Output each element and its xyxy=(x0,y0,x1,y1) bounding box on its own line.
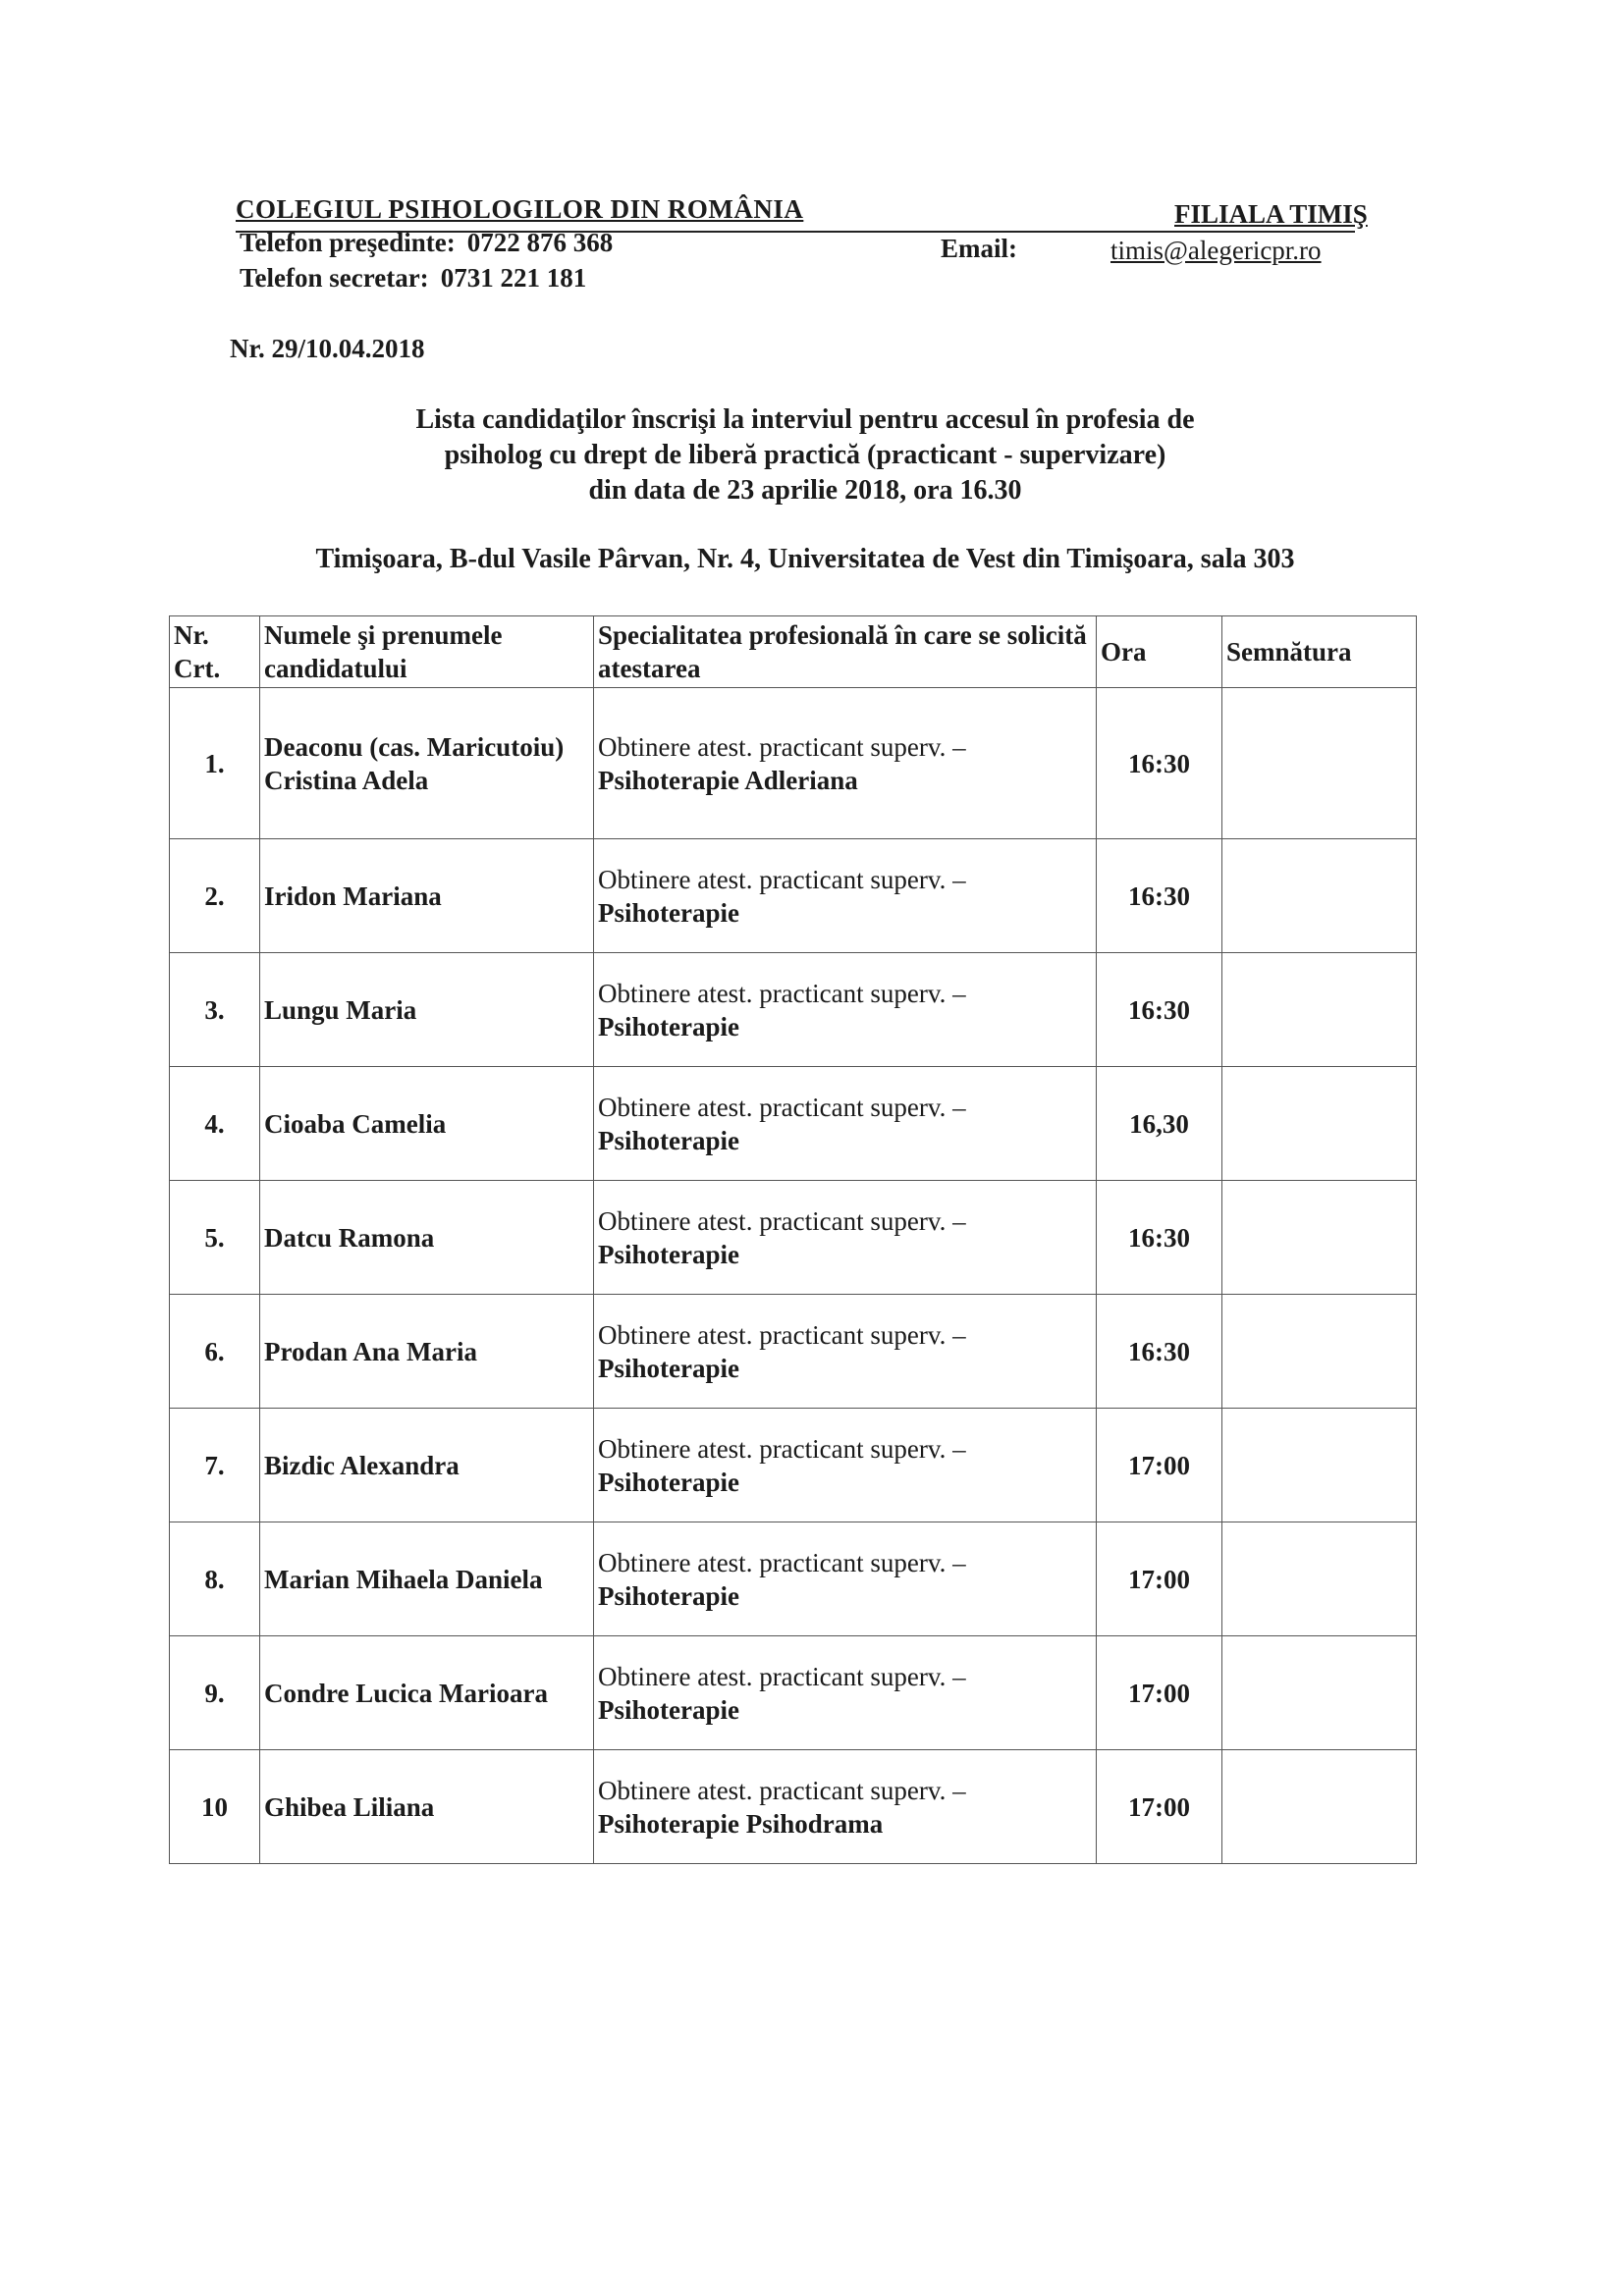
row-signature xyxy=(1222,953,1417,1067)
title-line: din data de 23 aprilie 2018, ora 16.30 xyxy=(588,475,1022,506)
table-row xyxy=(170,688,1417,839)
row-signature xyxy=(1222,1295,1417,1409)
header-specialty: Specialitatea profesională în care se solicită atestarea xyxy=(594,616,1097,688)
row-name: Marian Mihaela Daniela xyxy=(260,1522,594,1636)
specialty-line2: Psihoterapie xyxy=(598,1694,739,1725)
phone-secretary-line xyxy=(240,263,586,294)
email-label: Email: xyxy=(941,234,1017,263)
specialty-line2: Psihoterapie xyxy=(598,897,739,928)
row-signature xyxy=(1222,1181,1417,1295)
row-name: Datcu Ramona xyxy=(260,1181,594,1295)
specialty-line2: Psihoterapie xyxy=(598,1467,739,1497)
specialty-line2: Psihoterapie xyxy=(598,1011,739,1041)
row-name: Bizdic Alexandra xyxy=(260,1409,594,1522)
row-specialty xyxy=(594,688,1097,839)
organization-name: COLEGIUL PSIHOLOGILOR DIN ROMÂNIA xyxy=(236,194,804,224)
table-row xyxy=(170,1522,1417,1636)
row-nr: 5. xyxy=(170,1181,260,1295)
document-number: Nr. 29/10.04.2018 xyxy=(230,334,425,363)
row-nr: 10 xyxy=(170,1750,260,1864)
specialty-line1: Obtinere atest. practicant superv. – xyxy=(598,731,966,762)
interview-location: Timişoara, B-dul Vasile Pârvan, Nr. 4, Universitatea de Vest din Timişoara, sala 303 xyxy=(315,544,1295,574)
row-specialty xyxy=(594,1181,1097,1295)
specialty-line1: Obtinere atest. practicant superv. – xyxy=(598,1547,966,1577)
row-name: Cioaba Camelia xyxy=(260,1067,594,1181)
branch-name: FILIALA TIMIŞ xyxy=(1174,199,1368,229)
specialty-line2: Psihoterapie xyxy=(598,1353,739,1383)
specialty-line1: Obtinere atest. practicant superv. – xyxy=(598,1661,966,1691)
specialty-line1: Obtinere atest. practicant superv. – xyxy=(598,1092,966,1122)
row-name: Deaconu (cas. Maricutoiu) Cristina Adela xyxy=(260,688,594,839)
phone-president-label: Telefon preşedinte: xyxy=(240,228,456,257)
row-specialty xyxy=(594,1409,1097,1522)
row-time: 16:30 xyxy=(1097,688,1222,839)
specialty-line1: Obtinere atest. practicant superv. – xyxy=(598,978,966,1008)
row-signature xyxy=(1222,1522,1417,1636)
row-signature xyxy=(1222,839,1417,953)
table-row xyxy=(170,1636,1417,1750)
table-row xyxy=(170,1750,1417,1864)
row-name: Lungu Maria xyxy=(260,953,594,1067)
row-signature xyxy=(1222,688,1417,839)
row-time: 16:30 xyxy=(1097,953,1222,1067)
row-signature xyxy=(1222,1750,1417,1864)
row-time: 16:30 xyxy=(1097,1295,1222,1409)
table-row xyxy=(170,1295,1417,1409)
row-specialty xyxy=(594,1522,1097,1636)
specialty-line2: Psihoterapie Psihodrama xyxy=(598,1808,884,1839)
table-header-row xyxy=(170,616,1417,688)
specialty-line1: Obtinere atest. practicant superv. – xyxy=(598,1319,966,1350)
row-signature xyxy=(1222,1409,1417,1522)
title-line: psiholog cu drept de liberă practică (practicant - supervizare) xyxy=(444,440,1166,470)
row-signature xyxy=(1222,1067,1417,1181)
row-time: 17:00 xyxy=(1097,1636,1222,1750)
table-row xyxy=(170,839,1417,953)
table-row xyxy=(170,1409,1417,1522)
table-row xyxy=(170,1067,1417,1181)
row-specialty xyxy=(594,953,1097,1067)
row-nr: 1. xyxy=(170,688,260,839)
row-specialty xyxy=(594,1636,1097,1750)
candidates-table xyxy=(169,615,1417,1864)
phone-president-number: 0722 876 368 xyxy=(466,228,614,257)
phone-president-line xyxy=(240,228,613,258)
row-nr: 7. xyxy=(170,1409,260,1522)
row-nr: 9. xyxy=(170,1636,260,1750)
specialty-line1: Obtinere atest. practicant superv. – xyxy=(598,1775,966,1805)
table-row xyxy=(170,1181,1417,1295)
specialty-line1: Obtinere atest. practicant superv. – xyxy=(598,864,966,894)
specialty-line1: Obtinere atest. practicant superv. – xyxy=(598,1433,966,1464)
row-time: 17:00 xyxy=(1097,1522,1222,1636)
phone-secretary-label: Telefon secretar: xyxy=(240,263,429,293)
row-nr: 6. xyxy=(170,1295,260,1409)
specialty-line2: Psihoterapie xyxy=(598,1580,739,1611)
row-signature xyxy=(1222,1636,1417,1750)
table-row xyxy=(170,953,1417,1067)
row-specialty xyxy=(594,1067,1097,1181)
row-nr: 2. xyxy=(170,839,260,953)
row-nr: 8. xyxy=(170,1522,260,1636)
row-specialty xyxy=(594,1295,1097,1409)
email-link[interactable]: timis@alegericpr.ro xyxy=(1110,236,1322,265)
row-name: Ghibea Liliana xyxy=(260,1750,594,1864)
specialty-line2: Psihoterapie xyxy=(598,1239,739,1269)
phone-secretary-number: 0731 221 181 xyxy=(440,263,587,293)
row-name: Prodan Ana Maria xyxy=(260,1295,594,1409)
row-nr: 3. xyxy=(170,953,260,1067)
header-name: Numele şi prenumele candidatului xyxy=(260,616,594,688)
row-nr: 4. xyxy=(170,1067,260,1181)
row-time: 16:30 xyxy=(1097,1181,1222,1295)
row-name: Iridon Mariana xyxy=(260,839,594,953)
row-time: 17:00 xyxy=(1097,1409,1222,1522)
row-time: 16:30 xyxy=(1097,839,1222,953)
specialty-line2: Psihoterapie Adleriana xyxy=(598,765,858,795)
row-name: Condre Lucica Marioara xyxy=(260,1636,594,1750)
row-specialty xyxy=(594,1750,1097,1864)
document-title xyxy=(314,402,1296,508)
header-nr: Nr. Crt. xyxy=(170,616,260,688)
specialty-line2: Psihoterapie xyxy=(598,1125,739,1155)
row-specialty xyxy=(594,839,1097,953)
header-time: Ora xyxy=(1097,616,1222,688)
header-signature: Semnătura xyxy=(1222,616,1417,688)
title-line: Lista candidaţilor înscrişi la interviul pentru accesul în profesia de xyxy=(415,404,1195,435)
specialty-line1: Obtinere atest. practicant superv. – xyxy=(598,1205,966,1236)
row-time: 17:00 xyxy=(1097,1750,1222,1864)
row-time: 16,30 xyxy=(1097,1067,1222,1181)
